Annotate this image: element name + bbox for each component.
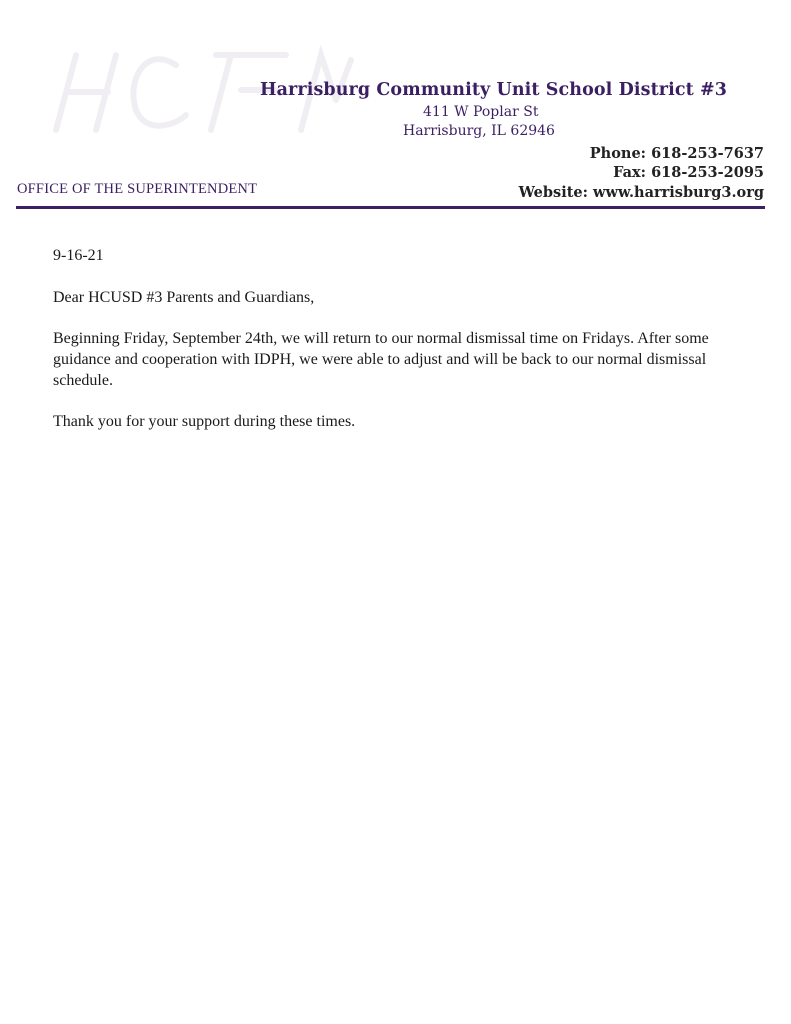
district-name: Harrisburg Community Unit School District #3	[259, 80, 727, 100]
office-title: OFFICE OF THE SUPERINTENDENT	[17, 181, 258, 197]
salutation: Dear HCUSD #3 Parents and Guardians,	[53, 289, 315, 306]
city-state-zip: Harrisburg, IL 62946	[403, 123, 555, 139]
letter-date: 9-16-21	[53, 247, 104, 264]
phone-number: Phone: 618-253-7637	[589, 145, 764, 162]
letter-body	[53, 245, 743, 452]
body-paragraph: Beginning Friday, September 24th, we will return to our normal dismissal time on Fridays. After some guidance and cooperation with IDPH, we were able to adjust and will be back to our normal dismissal schedule.	[53, 330, 709, 389]
closing: Thank you for your support during these times.	[53, 413, 356, 430]
header-divider	[16, 206, 765, 209]
website-link[interactable]: Website: www.harrisburg3.org	[518, 184, 764, 201]
street-address: 411 W Poplar St	[423, 104, 539, 120]
fax-number: Fax: 618-253-2095	[613, 164, 764, 181]
